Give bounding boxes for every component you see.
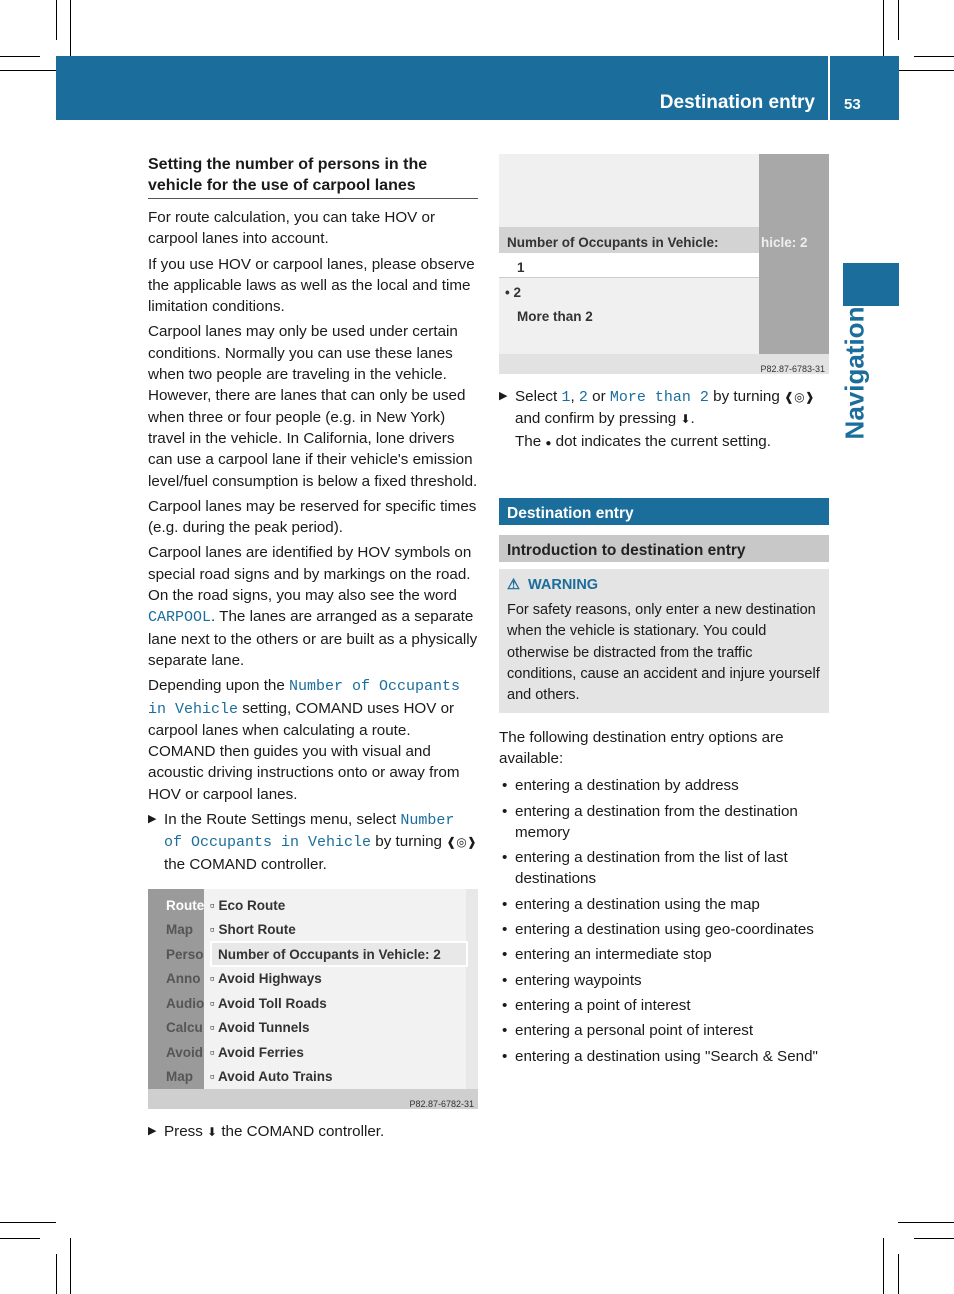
list-item: • entering a point of interest <box>499 995 829 1016</box>
press-controller-icon: ⬇ <box>207 1124 218 1139</box>
option-item: More than 2 <box>517 309 593 324</box>
list-item: • entering a personal point of interest <box>499 1020 829 1041</box>
turn-controller-icon: ❰◎❱ <box>446 835 477 850</box>
right-column <box>499 154 829 1071</box>
menu-item-selected: Number of Occupants in Vehicle: 2 <box>218 946 441 962</box>
list-item: • entering an intermediate stop <box>499 944 829 965</box>
menu-item: ▫ Avoid Auto Trains <box>210 1068 333 1084</box>
background-panel <box>759 154 829 354</box>
menu-left-item: Route <box>166 897 205 913</box>
menu-item: ▫ Avoid Highways <box>210 970 322 986</box>
menu-left-item: Audio <box>166 995 205 1011</box>
paragraph: The following destination entry options are available: <box>499 728 784 767</box>
crop-mark <box>56 0 57 40</box>
crop-mark <box>0 1222 56 1223</box>
paragraph: Carpool lanes may be reserved for specific times (e.g. during the peak period). <box>148 497 477 537</box>
list-item: • entering waypoints <box>499 970 829 991</box>
menu-item: ▫ Avoid Toll Roads <box>210 995 327 1011</box>
section-title-bar: Destination entry <box>499 498 829 525</box>
option-item-current: • 2 <box>505 285 521 300</box>
menu-left-item: Avoid <box>166 1044 203 1060</box>
section-heading: Setting the number of persons in the vehicle for the use of carpool lanes <box>148 154 478 199</box>
crop-mark <box>0 1238 40 1239</box>
list-item: • entering a destination using "Search & Send" <box>499 1046 829 1067</box>
warning-text: For safety reasons, only enter a new destination when the vehicle is stationary. You could otherwise be distracted from the traffic conditions, cause an accident and injure yourself and others. <box>507 602 820 704</box>
crop-mark <box>898 1254 899 1294</box>
current-setting-dot-icon: ● <box>545 437 552 449</box>
crop-mark <box>0 70 56 71</box>
warning-box <box>499 569 829 713</box>
warning-heading: ⚠ WARNING <box>507 576 599 593</box>
paragraph: For route calculation, you can take HOV or carpool lanes into account. <box>148 209 436 248</box>
menu-left-item: Anno <box>166 970 201 986</box>
crop-mark <box>56 1254 57 1294</box>
subsection-title-bar: Introduction to destination entry <box>499 535 829 562</box>
crop-mark <box>0 56 40 57</box>
paragraph: Depending upon the Number of Occupants in Vehicle setting, COMAND uses HOV or carpool lanes when calculating a route. COMAND then guides you with visual and acoustic driving instructions onto or away from HOV or carpool lanes. <box>148 677 461 803</box>
instruction-step: ▶ Select 1, 2 or More than 2 by turning ❰◎❱ and confirm by pressing ⬇. The ● dot indicates the current setting. <box>499 388 815 450</box>
carpool-term: CARPOOL <box>148 609 212 627</box>
menu-left-item: Perso <box>166 946 204 962</box>
list-item: • entering a destination using geo-coordinates <box>499 919 829 940</box>
crop-mark <box>883 1238 884 1294</box>
paragraph: Carpool lanes may only be used under certain conditions. Normally you can use these lanes when two people are traveling in the vehicle. However, there are lanes that can only be used when three or four people (e.g. in New York) travel in the vehicle. In California, lone drivers can use a carpool lane if their vehicle's emission level/fuel consumption is below a fixed threshold. <box>148 323 478 490</box>
arrow-icon: ▶ <box>499 390 508 402</box>
options-list <box>499 775 829 1067</box>
list-item: • entering a destination from the destination memory <box>499 801 829 844</box>
crop-mark <box>914 56 954 57</box>
menu-left-item: Map <box>166 1068 193 1084</box>
figure-code: P82.87-6782-31 <box>409 1098 474 1109</box>
dialog-title: Number of Occupants in Vehicle: <box>507 235 719 250</box>
menu-left-item: Calcu <box>166 1019 203 1035</box>
menu-item: ▫ Short Route <box>210 921 296 937</box>
crop-mark <box>898 70 954 71</box>
crop-mark <box>914 1238 954 1239</box>
crop-mark <box>898 0 899 40</box>
menu-item: ▫ Avoid Tunnels <box>210 1019 310 1035</box>
page-header <box>56 56 899 120</box>
list-item: • entering a destination from the list of last destinations <box>499 847 829 890</box>
background-text: hicle: 2 <box>761 235 808 250</box>
left-column <box>148 154 478 1147</box>
figure-code: P82.87-6783-31 <box>760 364 825 374</box>
arrow-icon: ▶ <box>148 813 157 826</box>
side-tab-label: Navigation <box>839 306 870 439</box>
menu-left-item: Map <box>166 921 193 937</box>
route-settings-screenshot <box>148 889 478 1109</box>
setting-term: Number of Occupants in Vehicle <box>148 678 461 718</box>
paragraph: If you use HOV or carpool lanes, please observe the applicable laws as well as the local and time limitation conditions. <box>148 255 475 316</box>
paragraph: Carpool lanes are identified by HOV symbols on special road signs and by markings on the road. On the road signs, you may also see the word CARPOOL. The lanes are arranged as a separate lane next to the others or are built as a physically separate lane. <box>148 544 478 669</box>
instruction-step: ▶ In the Route Settings menu, select Number of Occupants in Vehicle by turning ❰◎❱ the COMAND controller. <box>148 811 477 873</box>
page-number: 53 <box>844 96 861 113</box>
press-controller-icon: ⬇ <box>680 412 691 427</box>
warning-icon: ⚠ <box>507 576 520 593</box>
instruction-step: ▶ Press ⬇ the COMAND controller. <box>148 1121 478 1143</box>
header-title: Destination entry <box>659 92 815 113</box>
header-divider <box>828 56 830 120</box>
crop-mark <box>70 0 71 56</box>
list-item: • entering a destination by address <box>499 775 829 796</box>
crop-mark <box>883 0 884 56</box>
option-item: 1 <box>517 260 525 275</box>
menu-scrollbar <box>466 889 478 1089</box>
crop-mark <box>70 1238 71 1294</box>
arrow-icon: ▶ <box>148 1124 157 1137</box>
menu-item: ▫ Avoid Ferries <box>210 1044 304 1060</box>
turn-controller-icon: ❰◎❱ <box>784 390 815 404</box>
menu-item: ▫ Eco Route <box>210 897 286 913</box>
occupants-screenshot <box>499 154 829 374</box>
crop-mark <box>898 1222 954 1223</box>
side-tab <box>843 263 899 306</box>
list-item: • entering a destination using the map <box>499 894 829 915</box>
